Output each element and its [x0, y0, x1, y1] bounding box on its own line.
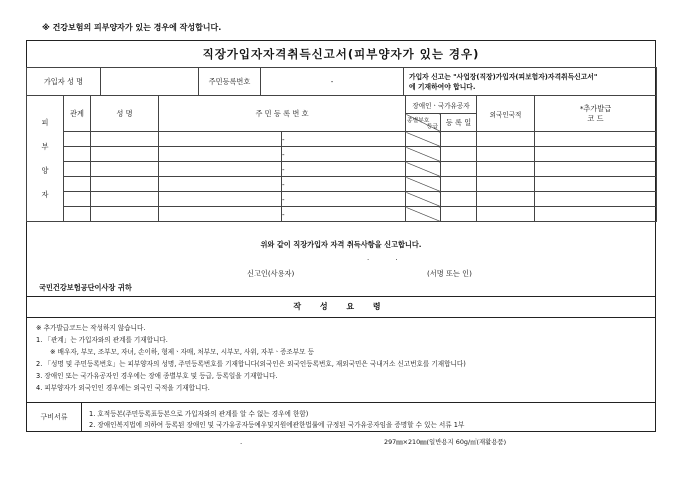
- applicant-name-field[interactable]: [101, 68, 199, 96]
- applicant-table: [26, 67, 657, 96]
- foreigner-cell[interactable]: [477, 147, 535, 162]
- notice-line-1: 가입자 신고는 "사업장(직장)가입자(피보험자)자격취득신고서": [409, 72, 598, 81]
- foreigner-cell[interactable]: [477, 177, 535, 192]
- rrn-front-cell[interactable]: [159, 132, 282, 147]
- document-item: 2. 장애인복지법에 의하여 등록된 장애인 및 국가유공자등예우및지원에관한법률에 규정된 국가유공자임을 증명할 수 있는 서류 1부: [89, 421, 465, 429]
- dependent-row: [27, 177, 657, 192]
- row-dash: -: [282, 149, 285, 159]
- guide-line: 1. 「관계」는 가입자와의 관계를 기재합니다.: [36, 336, 168, 344]
- rrn-front-cell[interactable]: [159, 207, 282, 222]
- rrn-front-cell[interactable]: [159, 192, 282, 207]
- applicant-rrn-field[interactable]: [261, 68, 404, 96]
- type-grade-cell[interactable]: [406, 192, 441, 207]
- reg-date-cell[interactable]: [441, 177, 477, 192]
- date-field[interactable]: . .: [367, 254, 410, 262]
- name-cell[interactable]: [91, 207, 159, 222]
- rrn-back-cell[interactable]: [282, 132, 406, 147]
- rrn-front-cell[interactable]: [159, 162, 282, 177]
- col-relation: 관계: [64, 96, 91, 132]
- row-dash: -: [282, 179, 285, 189]
- col-type-grade: [406, 114, 441, 132]
- signature-label: (서명 또는 인): [427, 269, 472, 278]
- rrn-back-cell[interactable]: [282, 177, 406, 192]
- reg-date-cell[interactable]: [441, 207, 477, 222]
- col-disabled-group: 장애인ㆍ국가유공자: [406, 96, 477, 114]
- foreigner-cell[interactable]: [477, 207, 535, 222]
- type-grade-cell[interactable]: [406, 147, 441, 162]
- reporter-label: 신고인(사용자): [247, 269, 295, 278]
- row-dash: -: [282, 194, 285, 204]
- col-extra-code: [535, 96, 657, 132]
- row-dash: -: [282, 164, 285, 174]
- name-cell[interactable]: [91, 162, 159, 177]
- rrn-back-cell[interactable]: [282, 192, 406, 207]
- documents-section: [27, 402, 655, 432]
- declaration-line: 위와 같이 직장가입자 자격 취득사항을 신고합니다.: [260, 240, 422, 249]
- extra-code-cell[interactable]: [535, 177, 657, 192]
- dependent-row: [27, 207, 657, 222]
- col-name: 성 명: [91, 96, 159, 132]
- footer-dot: .: [240, 438, 243, 446]
- reg-date-cell[interactable]: [441, 147, 477, 162]
- name-cell[interactable]: [91, 192, 159, 207]
- side-char-1: 피: [41, 117, 49, 127]
- name-cell[interactable]: [91, 132, 159, 147]
- name-cell[interactable]: [91, 177, 159, 192]
- side-char-4: 자: [41, 189, 49, 199]
- col-reg-date: 등 록 일: [441, 114, 477, 132]
- guide-line: ※ 추가발급코드는 작성하지 않습니다.: [36, 324, 146, 332]
- guide-text: [36, 322, 466, 394]
- relation-cell[interactable]: [64, 132, 91, 147]
- type-grade-cell[interactable]: [406, 207, 441, 222]
- relation-cell[interactable]: [64, 147, 91, 162]
- guide-line: ※ 배우자, 부모, 조부모, 자녀, 손이하, 형제ㆍ자매, 처부모, 시부모, 사위, 자부ㆍ증조부모 등: [50, 348, 315, 356]
- reg-date-cell[interactable]: [441, 132, 477, 147]
- notice-line-2: 에 기재하여야 합니다.: [409, 82, 476, 91]
- type-grade-cell[interactable]: [406, 162, 441, 177]
- documents-label: 구비서류: [27, 403, 82, 432]
- applicant-notice: [404, 68, 657, 96]
- top-note: ※ 건강보험의 피부양자가 있는 경우에 작성합니다.: [42, 23, 222, 32]
- grade-label: 등급: [426, 124, 438, 130]
- applicant-name-label: 가입자 성 명: [27, 68, 101, 96]
- type-grade-cell[interactable]: [406, 132, 441, 147]
- dependents-table: [26, 95, 657, 222]
- extra-code-cell[interactable]: [535, 192, 657, 207]
- name-cell[interactable]: [91, 147, 159, 162]
- rrn-back-cell[interactable]: [282, 207, 406, 222]
- foreigner-cell[interactable]: [477, 192, 535, 207]
- col-foreigner: 외국인국적: [477, 96, 535, 132]
- type-code-label: 종별부호: [407, 118, 430, 124]
- dependent-row: [27, 162, 657, 177]
- reg-date-cell[interactable]: [441, 192, 477, 207]
- rrn-back-cell[interactable]: [282, 147, 406, 162]
- side-char-2: 부: [41, 141, 49, 151]
- dependent-row: [27, 192, 657, 207]
- extra-code-cell[interactable]: [535, 132, 657, 147]
- document-item: 1. 호적등본(주민등록표등본으로 가입자와의 관계를 알 수 없는 경우에 한함): [89, 410, 309, 418]
- applicant-rrn-label: 주민등록번호: [199, 68, 261, 96]
- row-dash: -: [282, 209, 285, 219]
- row-dash: -: [282, 134, 285, 144]
- paper-spec: 297㎜×210㎜(일반용지 60g/㎡(재활용품): [384, 438, 507, 446]
- rrn-front-cell[interactable]: [159, 147, 282, 162]
- extra-code-cell[interactable]: [535, 147, 657, 162]
- foreigner-cell[interactable]: [477, 162, 535, 177]
- dependents-side-label: [27, 96, 64, 222]
- guide-line: 4. 피부양자가 외국인인 경우에는 외국인 국적을 기재합니다.: [36, 384, 210, 392]
- rrn-back-cell[interactable]: [282, 162, 406, 177]
- extra-code-line-1: *추가발급: [579, 103, 612, 113]
- reg-date-cell[interactable]: [441, 162, 477, 177]
- form-title: 직장가입자자격취득신고서(피부양자가 있는 경우): [27, 41, 655, 68]
- guide-title: 작 성 요 령: [27, 296, 655, 318]
- foreigner-cell[interactable]: [477, 132, 535, 147]
- extra-code-line-2: 코 드: [587, 113, 604, 123]
- addressee: 국민건강보험공단이사장 귀하: [39, 283, 132, 292]
- dependent-row: [27, 147, 657, 162]
- col-rrn: 주 민 등 록 번 호: [159, 96, 406, 132]
- relation-cell[interactable]: [64, 177, 91, 192]
- guide-line: 3. 장애인 또는 국가유공자인 경우에는 장애 종별부호 및 등급, 등록일을 기재합니다.: [36, 372, 278, 380]
- declaration-section: [27, 232, 655, 296]
- relation-cell[interactable]: [64, 162, 91, 177]
- type-grade-cell[interactable]: [406, 177, 441, 192]
- guide-line: 2. 「성명 및 주민등록번호」는 피부양자의 성명, 주민등록번호를 기재합니다(외국인은 외국인등록번호, 재외국민은 국내거소 신고번호를 기재합니다): [36, 360, 466, 368]
- extra-code-cell[interactable]: [535, 162, 657, 177]
- dependent-row: [27, 132, 657, 147]
- rrn-dash: -: [330, 77, 334, 86]
- relation-cell[interactable]: [64, 207, 91, 222]
- rrn-front-cell[interactable]: [159, 177, 282, 192]
- side-char-3: 양: [41, 165, 49, 175]
- relation-cell[interactable]: [64, 192, 91, 207]
- extra-code-cell[interactable]: [535, 207, 657, 222]
